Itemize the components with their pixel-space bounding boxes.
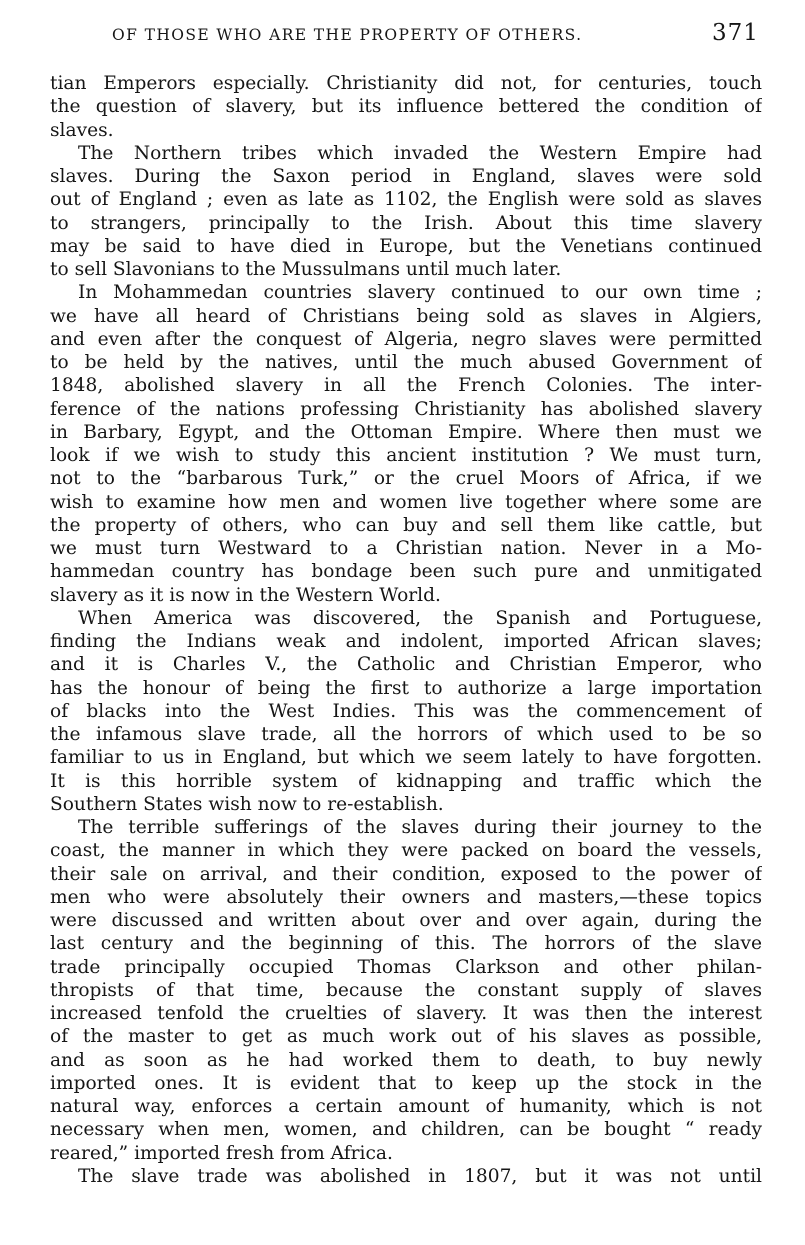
text-line: of blacks into the West Indies. This was the commencement of [50,700,762,722]
text-line: we must turn Westward to a Christian nation. Never in a Mo- [50,538,762,559]
text-line: slaves. [50,119,114,141]
text-line: Southern States wish now to re-establish. [50,793,444,815]
text-line: natural way, enforces a certain amount of humanity, which is not [50,1096,762,1117]
text-line: 1848, abolished slavery in all the French Colonies. The inter- [50,375,762,397]
text-line: has the honour of being the first to authorize a large importation [50,677,762,699]
text-line: and it is Charles V., the Catholic and Christian Emperor, who [50,654,762,676]
text-line: to be held by the natives, until the much abused Government of [50,352,762,373]
text-line: to sell Slavonians to the Mussulmans until much later. [50,259,562,280]
text-line: In Mohammedan countries slavery continued to our own time ; [78,282,762,304]
text-line: coast, the manner in which they were packed on board the vessels, [50,840,762,862]
text-line: necessary when men, women, and children, can be bought “ ready [50,1119,762,1141]
text-line: The Northern tribes which invaded the Western Empire had [78,142,762,164]
text-line: the question of slavery, but its influence bettered the condition of [50,96,762,118]
body-text [50,72,762,1188]
text-line: were discussed and written about over and over again, during the [50,910,762,931]
text-line: wish to examine how men and women live together where some are [50,491,762,513]
running-head-title: OF THOSE WHO ARE THE PROPERTY OF OTHERS. [112,26,583,44]
text-line: of the master to get as much work out of his slaves as possible, [50,1026,762,1048]
text-line: men who were absolutely their owners and masters,—these topics [50,886,762,908]
text-line: familiar to us in England, but which we seem lately to have forgotten. [50,747,762,769]
text-line: When America was discovered, the Spanish and Portuguese, [78,607,762,629]
text-line: It is this horrible system of kidnapping and traffic which the [50,770,762,792]
text-line: look if we wish to study this ancient institution ? We must turn, [50,445,762,466]
text-line: and even after the conquest of Algeria, negro slaves were permitted [50,328,762,350]
text-line: we have all heard of Christians being sold as slaves in Algiers, [50,305,762,327]
text-line: slavery as it is now in the Western World. [50,584,441,606]
page-number: 371 [712,20,759,46]
text-line: hammedan country has bondage been such pure and unmitigated [50,561,762,583]
text-line: finding the Indians weak and indolent, imported African slaves; [50,631,762,652]
text-line: tian Emperors especially. Christianity did not, for centuries, touch [50,73,762,94]
text-line: thropists of that time, because the constant supply of slaves [50,979,762,1001]
text-line: The terrible sufferings of the slaves during their journey to the [78,817,762,838]
text-line: their sale on arrival, and their condition, exposed to the power of [50,863,762,885]
text-line: ference of the nations professing Christianity has abolished slavery [50,398,762,420]
text-line: slaves. During the Saxon period in England, slaves were sold [50,166,762,187]
text-line: the infamous slave trade, all the horrors of which used to be so [50,724,762,745]
text-line: the property of others, who can buy and sell them like cattle, but [50,514,762,536]
text-line: in Barbary, Egypt, and the Ottoman Empire. Where then must we [50,421,762,443]
text-line: reared,” imported fresh from Africa. [50,1142,393,1164]
text-line: imported ones. It is evident that to keep up the stock in the [50,1072,762,1094]
text-line: increased tenfold the cruelties of slavery. It was then the interest [50,1003,762,1024]
text-line: last century and the beginning of this. The horrors of the slave [50,933,762,955]
text-line: out of England ; even as late as 1102, the English were sold as slaves [50,189,762,211]
text-line: to strangers, principally to the Irish. About this time slavery [50,212,762,234]
text-line: trade principally occupied Thomas Clarkson and other philan- [50,956,762,978]
text-line: may be said to have died in Europe, but the Venetians continued [50,235,762,257]
text-line: not to the “barbarous Turk,” or the cruel Moors of Africa, if we [50,468,762,490]
text-line: and as soon as he had worked them to death, to buy newly [50,1049,762,1071]
text-line: The slave trade was abolished in 1807, but it was not until [78,1165,762,1187]
